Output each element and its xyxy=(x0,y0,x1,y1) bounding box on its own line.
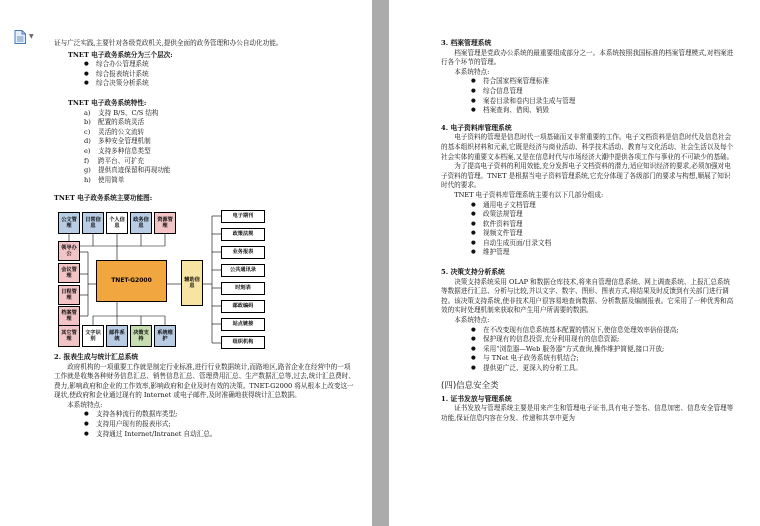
list-item: ● 维护管理 xyxy=(471,248,736,258)
list-item: a) 支持 B/S、C/S 结构 xyxy=(84,108,159,117)
diagram-node-mail: 邮件系统 xyxy=(106,325,128,347)
list-item: ● 案卷目录和卷内目录生成与管理 xyxy=(471,97,736,107)
diagram-node-resource: 资源管理 xyxy=(154,212,176,234)
diagram-node-schedule: 日程管理 xyxy=(58,285,80,305)
diagram-node-archive: 档案管理 xyxy=(58,306,80,326)
diagram-node-postcode: 邮政编码 xyxy=(221,300,265,313)
list-item: g) 提供真迹保留和再现功能 xyxy=(84,166,171,175)
list-item: ● 档案查询、借阅、销毁 xyxy=(471,106,736,116)
list-item: ● 保护现有的信息投资,充分利用现有的信息资源; xyxy=(471,335,736,345)
list-item: ● 与 TNet 电子政务系统有机结合; xyxy=(471,354,736,364)
sec3-features-list xyxy=(441,77,736,115)
diagram-node-daily-info: 日常信息 xyxy=(82,212,104,234)
diagram-node-gov-info: 政务信息 xyxy=(130,212,152,234)
intro-text: 证与广泛实践,主要针对各级党政机关,提供全面的政务管理和办公自动化功能。 xyxy=(54,39,283,47)
sec4-features-list xyxy=(441,201,736,259)
list-item: h) 使用简单 xyxy=(84,175,125,184)
list-item: ● 软件资料管理 xyxy=(471,220,736,230)
diagram-node-contacts: 公共通讯录 xyxy=(221,264,265,277)
diagram-node-other: 其它管理 xyxy=(58,325,80,347)
list-item: ● 采用“浏览器—Web 服务器”方式查询,操作维护简便,接口开放; xyxy=(471,345,736,355)
paragraph: 决策支持系统采用 OLAP 和数据仓库技术,将来自管理信息系统、网上调查系统、上报汇总系统等数据进行汇总、分析与比较,并以文字、数字、图形、图表方式,将结果及时反馈到有关部门进行调控。该决策支持系统,使非技术用户很容易地查询数据、分析数据及编制报表。它采用了一种优秀和高效的实时处理机制来获取和产生用户所需要的数据。 xyxy=(441,277,734,315)
list-item: ● 符合国家档案管理标准 xyxy=(471,77,736,87)
list-item: d) 多种安全管理机制 xyxy=(84,137,151,146)
section-heading: 4. 电子资料库管理系统 xyxy=(441,123,512,132)
function-diagram xyxy=(54,208,364,350)
paragraph: 电子资料的管理是信息时代一项基础而又非常重要的工作。电子文档资料是信息时代及信息社会的基本组织材料和元素,它既是经济与商业活动、科学技术活动、教育与文化活动、社会生活以及每个社会实体的重要文本档案,又是在信息时代与市场经济大潮中提供各项工作与事业的不可缺少的基础。 xyxy=(441,133,734,161)
list-item: c) 灵活的公文流转 xyxy=(84,127,145,136)
section-heading: 1. 证书发放与管理系统 xyxy=(441,394,512,403)
list-item: ● 提供更广泛、更深入的分析工具。 xyxy=(471,364,736,374)
diagram-node-personal-info: 个人信息 xyxy=(106,212,128,234)
list-item: ● 综合报表统计系统 xyxy=(84,70,356,80)
left-page xyxy=(0,0,372,526)
list-item: ● 视频文件管理 xyxy=(471,229,736,239)
composition-list xyxy=(54,60,356,89)
diagram-node-policy: 政策法规 xyxy=(221,228,265,241)
diagram-node-maintenance: 系统维护 xyxy=(154,325,176,347)
paragraph: 证书发放与管理系统主要是用来产生和管理电子证书,具有电子签名、信息加密、信息安全管理等功能,保证信息内容在分发、传递和共享中更为 xyxy=(441,404,734,422)
diagram-node-aux: 辅助信息 xyxy=(181,260,203,306)
diagram-node-decision: 决策支持 xyxy=(130,325,152,347)
section-heading: 5. 决策支持分析系统 xyxy=(441,268,505,277)
features-label: TNET 电子资料库管理系统主要有以下几部分组成: xyxy=(454,190,604,199)
diagram-core-node: TNET-G2000 xyxy=(96,260,167,302)
list-item: ● 自动生成页面/目录文档 xyxy=(471,239,736,249)
diagram-node-document: 公文管理 xyxy=(58,212,80,234)
list-item: ● 支持通过 Internet/Intranet 自动汇总。 xyxy=(84,430,356,440)
features-label: 本系统特点: xyxy=(454,67,490,76)
features-label: 本系统特点: xyxy=(67,400,103,409)
sec5-features-list xyxy=(441,326,736,374)
sec2-features-list xyxy=(54,410,356,439)
list-item: ● 通用电子文档管理 xyxy=(471,201,736,211)
diagram-node-journal: 电子期刊 xyxy=(221,210,265,223)
diagram-node-org: 组织机构 xyxy=(221,336,265,349)
diagram-heading: TNET 电子政务系统主要功能图: xyxy=(54,194,153,203)
section-heading: 2. 报表生成与统计汇总系统 xyxy=(54,352,139,361)
diagram-node-timetable: 时刻表 xyxy=(221,282,265,295)
list-item: ● 综合决策分析系统 xyxy=(84,79,356,89)
list-item: ● 政策法规管理 xyxy=(471,210,736,220)
list-item: ● 支持用户现有的报表形式; xyxy=(84,420,356,430)
paragraph: 为了提高电子资料的利用效能,充分发挥电子文档资料的潜力,适应知识经济的要求,必须加强对电子资料的管理。TNET 是根据当电子资料管理系统,它充分体现了各级部门的要求与构想,顺展了知识时代的要求。 xyxy=(441,162,731,190)
diagram-node-ocr: 文字识别 xyxy=(82,325,104,347)
list-item: ● 综合办公管理系统 xyxy=(84,60,356,70)
paragraph: 政府机构的一项重要工作就是制定行业标准,进行行业数据统计,而路地区,路省企业在经营中的一项工作就是收集各种财务信息汇总、销售信息汇总、管理费用汇总、生产数据汇总等,过去,统计汇总费时、费力,影响政府和企业的工作效率,影响政府和企业及时有效的决策。TNET-G2000 将从根本上改变这一现状,使政府和企业通过现有的 Internet 或电子邮件,及时准确地获得统计汇总数据。 xyxy=(54,362,355,400)
list-item: ● 综合信息管理 xyxy=(471,87,736,97)
list-item: e) 支持多种信息类型 xyxy=(84,146,151,155)
features-list xyxy=(54,109,356,186)
list-item: ● 支持各种流行的数据库类型; xyxy=(84,410,356,420)
chevron-down-icon[interactable]: ▼ xyxy=(29,33,34,40)
diagram-node-report: 业务报表 xyxy=(221,246,265,259)
composition-heading: TNET 电子政务系统分为三个层次: xyxy=(68,50,173,59)
diagram-node-meeting: 会议管理 xyxy=(58,263,80,283)
features-label: 本系统特点: xyxy=(454,316,490,325)
list-item: ● 在不改变现有信息系统基本配置的情况下,使信息处理效率倍倍提高; xyxy=(471,326,736,336)
diagram-node-links: 站点链接 xyxy=(221,318,265,331)
list-item: f) 跨平台、可扩充 xyxy=(84,156,145,165)
right-page xyxy=(389,0,760,526)
part-heading: (四)信息安全类 xyxy=(441,380,499,391)
diagram-node-leader: 领导办公 xyxy=(58,241,80,261)
features-heading: TNET 电子政务系统特性: xyxy=(68,98,147,107)
section-heading: 3. 档案管理系统 xyxy=(441,39,492,47)
paragraph: 档案管理是党政办公系统的最重要组成部分之一。本系统按照我国标准的档案管理模式,对档案进行各个环节的管理。 xyxy=(441,48,734,67)
document-icon[interactable] xyxy=(14,30,26,44)
list-item: b) 配置的系统灵活 xyxy=(84,118,145,127)
